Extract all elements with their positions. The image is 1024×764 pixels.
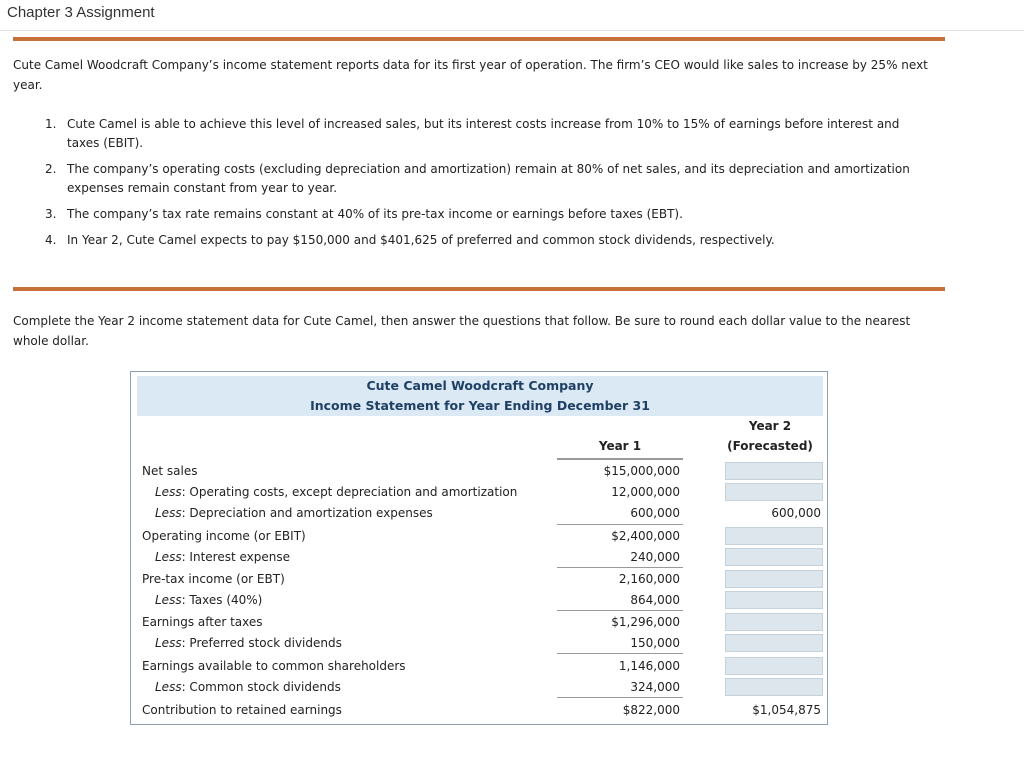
- row-label-operating-costs: Less: Operating costs, except depreciation and amortization: [155, 485, 518, 499]
- intro-paragraph: Cute Camel Woodcraft Company’s income statement reports data for its first year of operation. The firm’s CEO would like sales to increase by 25% next year.: [13, 58, 928, 92]
- statement-subtitle: Income Statement for Year Ending December 31: [310, 398, 650, 413]
- row-label-interest: Less: Interest expense: [155, 550, 291, 564]
- year2-column-header: Year 2 (Forecasted): [727, 419, 813, 453]
- year2-ebt-input[interactable]: [725, 570, 823, 588]
- year2-net-sales-input[interactable]: [725, 462, 823, 480]
- year2-ebit-input[interactable]: [725, 527, 823, 545]
- row-label-ebt: Pre-tax income (or EBT): [142, 572, 285, 586]
- year1-column-header: Year 1: [598, 439, 642, 453]
- year1-depreciation: 600,000: [630, 506, 680, 520]
- row-label-taxes: Less: Taxes (40%): [155, 593, 263, 607]
- list-item: 3. The company’s tax rate remains constant at 40% of its pre-tax income or earnings before taxes (EBT).: [45, 207, 683, 221]
- year2-earnings-after-taxes-input[interactable]: [725, 613, 823, 631]
- list-item: 1. Cute Camel is able to achieve this level of increased sales, but its interest costs increase from 10% to 15% of earnings before interest and taxes (EBIT).: [45, 117, 900, 150]
- statement-header: [137, 376, 823, 416]
- row-label-preferred-dividends: Less: Preferred stock dividends: [155, 636, 342, 650]
- requirements-list: [45, 115, 925, 257]
- year2-common-dividends-input[interactable]: [725, 678, 823, 696]
- year1-net-sales: $15,000,000: [603, 464, 680, 478]
- list-item: 2. The company’s operating costs (excluding depreciation and amortization) remain at 80% of net sales, and its depreciation and amortization expenses remain constant from year to year.: [45, 162, 910, 195]
- year1-operating-costs: 12,000,000: [611, 485, 680, 499]
- section-divider: [13, 287, 945, 291]
- company-name: Cute Camel Woodcraft Company: [366, 378, 594, 393]
- year1-preferred-dividends: 150,000: [630, 636, 680, 650]
- year1-interest: 240,000: [630, 550, 680, 564]
- row-label-depreciation: Less: Depreciation and amortization expenses: [155, 506, 433, 520]
- row-label-common-dividends: Less: Common stock dividends: [155, 680, 341, 694]
- section-divider: [13, 37, 945, 41]
- income-statement-table: [130, 371, 828, 725]
- row-label-earnings-common: Earnings available to common shareholders: [142, 659, 406, 673]
- list-item: 4. In Year 2, Cute Camel expects to pay $150,000 and $401,625 of preferred and common stock dividends, respectively.: [45, 233, 775, 247]
- row-label-net-sales: Net sales: [142, 464, 198, 478]
- year2-preferred-dividends-input[interactable]: [725, 634, 823, 652]
- year1-retained-earnings: $822,000: [622, 703, 680, 717]
- row-label-retained-earnings: Contribution to retained earnings: [142, 703, 342, 717]
- year1-taxes: 864,000: [630, 593, 680, 607]
- year2-earnings-common-input[interactable]: [725, 657, 823, 675]
- year1-earnings-after-taxes: $1,296,000: [611, 615, 680, 629]
- year2-operating-costs-input[interactable]: [725, 483, 823, 501]
- year1-ebit: $2,400,000: [611, 529, 680, 543]
- year2-retained-earnings: $1,054,875: [752, 703, 821, 717]
- year2-taxes-input[interactable]: [725, 591, 823, 609]
- page-title: Chapter 3 Assignment: [7, 4, 155, 21]
- top-bar: [0, 0, 1024, 31]
- year2-depreciation: 600,000: [771, 506, 821, 520]
- year1-earnings-common: 1,146,000: [618, 659, 680, 673]
- row-label-ebit: Operating income (or EBIT): [142, 529, 306, 543]
- year1-ebt: 2,160,000: [618, 572, 680, 586]
- row-label-earnings-after-taxes: Earnings after taxes: [142, 615, 263, 629]
- year2-interest-input[interactable]: [725, 548, 823, 566]
- year1-common-dividends: 324,000: [630, 680, 680, 694]
- instructions-paragraph: Complete the Year 2 income statement data for Cute Camel, then answer the questions that follow. Be sure to round each dollar value to the nearest whole dollar.: [13, 314, 911, 348]
